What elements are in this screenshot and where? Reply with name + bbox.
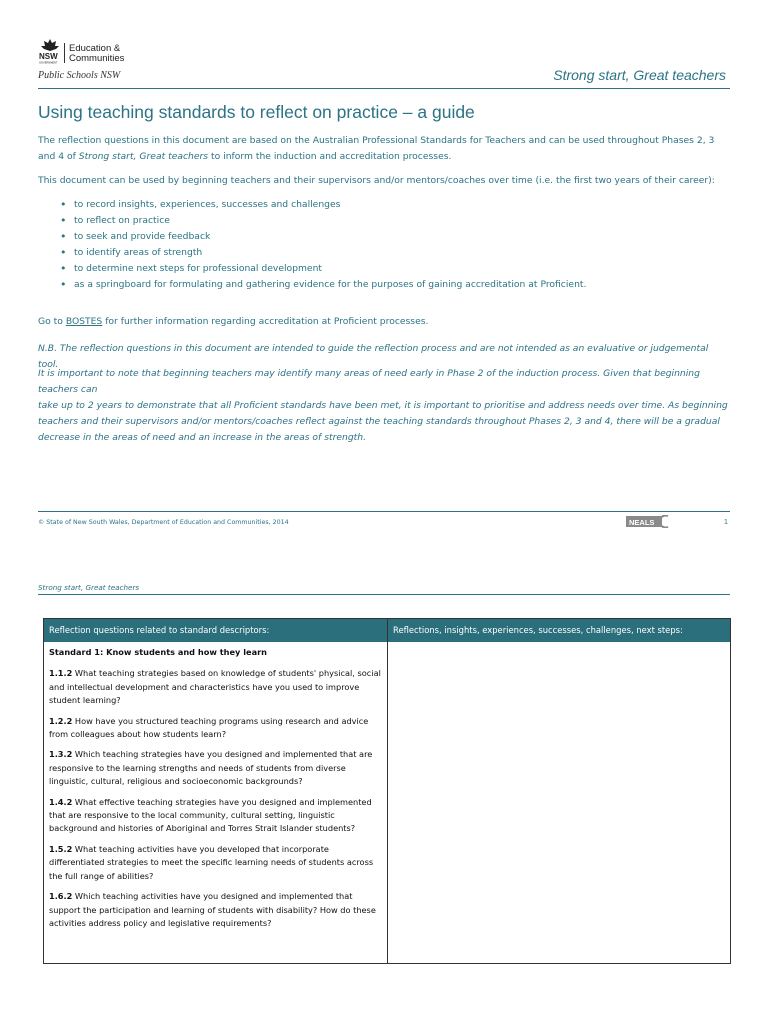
goto-text-end: for further information regarding accreditation at Proficient processes. (102, 316, 429, 327)
reflection-table (43, 618, 731, 964)
descriptor-question: What teaching activities have you developed that incorporate differentiated strategies to meet the specific learning needs of students across the full range of abilities? (49, 843, 374, 881)
public-schools-signature: Public Schools NSW (38, 70, 121, 81)
note-line: take up to 2 years to demonstrate that all Proficient standards have been met, it is important to prioritise and address needs over time. As beginning (38, 400, 728, 411)
table-row (49, 796, 381, 836)
list-item: • to identify areas of strength (60, 245, 720, 261)
list-item: • to determine next steps for professional development (60, 261, 720, 277)
list-item: • to seek and provide feedback (60, 229, 720, 245)
descriptor-code: 1.6.2 (49, 891, 73, 902)
neals-logo-icon (626, 515, 670, 528)
table-row (49, 843, 381, 883)
descriptor-code: 1.4.2 (49, 796, 73, 807)
descriptor-code: 1.3.2 (49, 749, 73, 760)
waratah-icon (38, 38, 62, 64)
intro-text-end: to inform the induction and accreditation processes. (208, 151, 452, 162)
header-title: Strong start, Great teachers (553, 67, 726, 83)
descriptor-question: What teaching strategies based on knowledge of students' physical, social and intellectual development and characteristics have you used to improve student learning? (49, 668, 381, 706)
table-row (49, 667, 381, 707)
nsw-logo (38, 38, 138, 84)
column-header-questions: Reflection questions related to standard descriptors: (49, 625, 270, 635)
running-head-rule (38, 594, 730, 595)
usage-paragraph: This document can be used by beginning teachers and their supervisors and/or mentors/coaches over time (i.e. the first two years of their career): (38, 175, 715, 186)
descriptor-code: 1.1.2 (49, 668, 73, 679)
table-row (49, 748, 381, 788)
bostes-paragraph (38, 314, 730, 330)
bostes-link[interactable]: BOSTES (65, 316, 103, 327)
list-item: • as a springboard for formulating and gathering evidence for the purposes of gaining accreditation at Proficient. (60, 277, 720, 293)
descriptor-question: What effective teaching strategies have you designed and implemented that are responsive to the local community, cultural setting, linguistic background and histories of Aboriginal and Torres Strait Islander students? (49, 796, 372, 834)
department-name (69, 44, 124, 64)
department-line-1: Education & (69, 43, 121, 54)
logo-divider (64, 43, 65, 63)
copyright-text: © State of New South Wales, Department of Education and Communities, 2014 (38, 519, 289, 526)
intro-text: The reflection questions in this document are based on the Australian Professional Standards for Teachers and can be used throughout Phases 2, 3 and 4 of (38, 135, 715, 162)
descriptor-question: How have you structured teaching programs using research and advice from colleagues about how students learn? (49, 715, 369, 740)
department-line-2: Communities (69, 53, 125, 64)
intro-paragraph (38, 133, 730, 165)
descriptor-code: 1.2.2 (49, 715, 73, 726)
note-paragraph (38, 366, 730, 446)
footer-rule (38, 511, 730, 512)
column-divider (387, 619, 388, 963)
page-title: Using teaching standards to reflect on practice – a guide (38, 102, 475, 122)
nb-paragraph: N.B. The reflection questions in this document are intended to guide the reflection process and are not intended as an evaluative or judgemental tool. (38, 343, 709, 370)
nsw-wordmark: NSW (39, 52, 58, 61)
questions-column (49, 646, 381, 937)
table-row (49, 715, 381, 742)
descriptor-question: Which teaching strategies have you designed and implemented that are responsive to the learning strengths and needs of students from diverse linguistic, cultural, religious and socioeconomic backgrounds? (49, 749, 373, 787)
note-line: It is important to note that beginning teachers may identify many areas of need early in Phase 2 of the induction process. Given that beginning teachers can (38, 368, 700, 395)
list-item: • to record insights, experiences, successes and challenges (60, 197, 720, 213)
running-head: Strong start, Great teachers (38, 583, 140, 592)
descriptor-code: 1.5.2 (49, 843, 73, 854)
column-header-reflections: Reflections, insights, experiences, successes, challenges, next steps: (393, 625, 683, 635)
government-wordmark: GOVERNMENT (39, 61, 58, 64)
note-line: teachers and their supervisors and/or mentors/coaches reflect against the teaching standards throughout Phases 2, 3 and 4, there will be a gradual (38, 416, 720, 427)
neals-wordmark: NEALS (629, 518, 655, 527)
page-number: 1 (724, 519, 728, 526)
goto-text: Go to (38, 316, 66, 327)
descriptor-question: Which teaching activities have you designed and implemented that support the participation and learning of students with disability? How do these activities address policy and legislative requirements? (49, 891, 376, 928)
usage-list (60, 197, 720, 293)
header-rule (38, 88, 730, 89)
table-row (49, 890, 381, 930)
intro-italic-title: Strong start, Great teachers (78, 151, 209, 162)
standard-heading: Standard 1: Know students and how they learn (49, 647, 267, 657)
list-item: • to reflect on practice (60, 213, 720, 229)
note-line: decrease in the areas of need and an increase in the areas of strength. (38, 432, 367, 443)
